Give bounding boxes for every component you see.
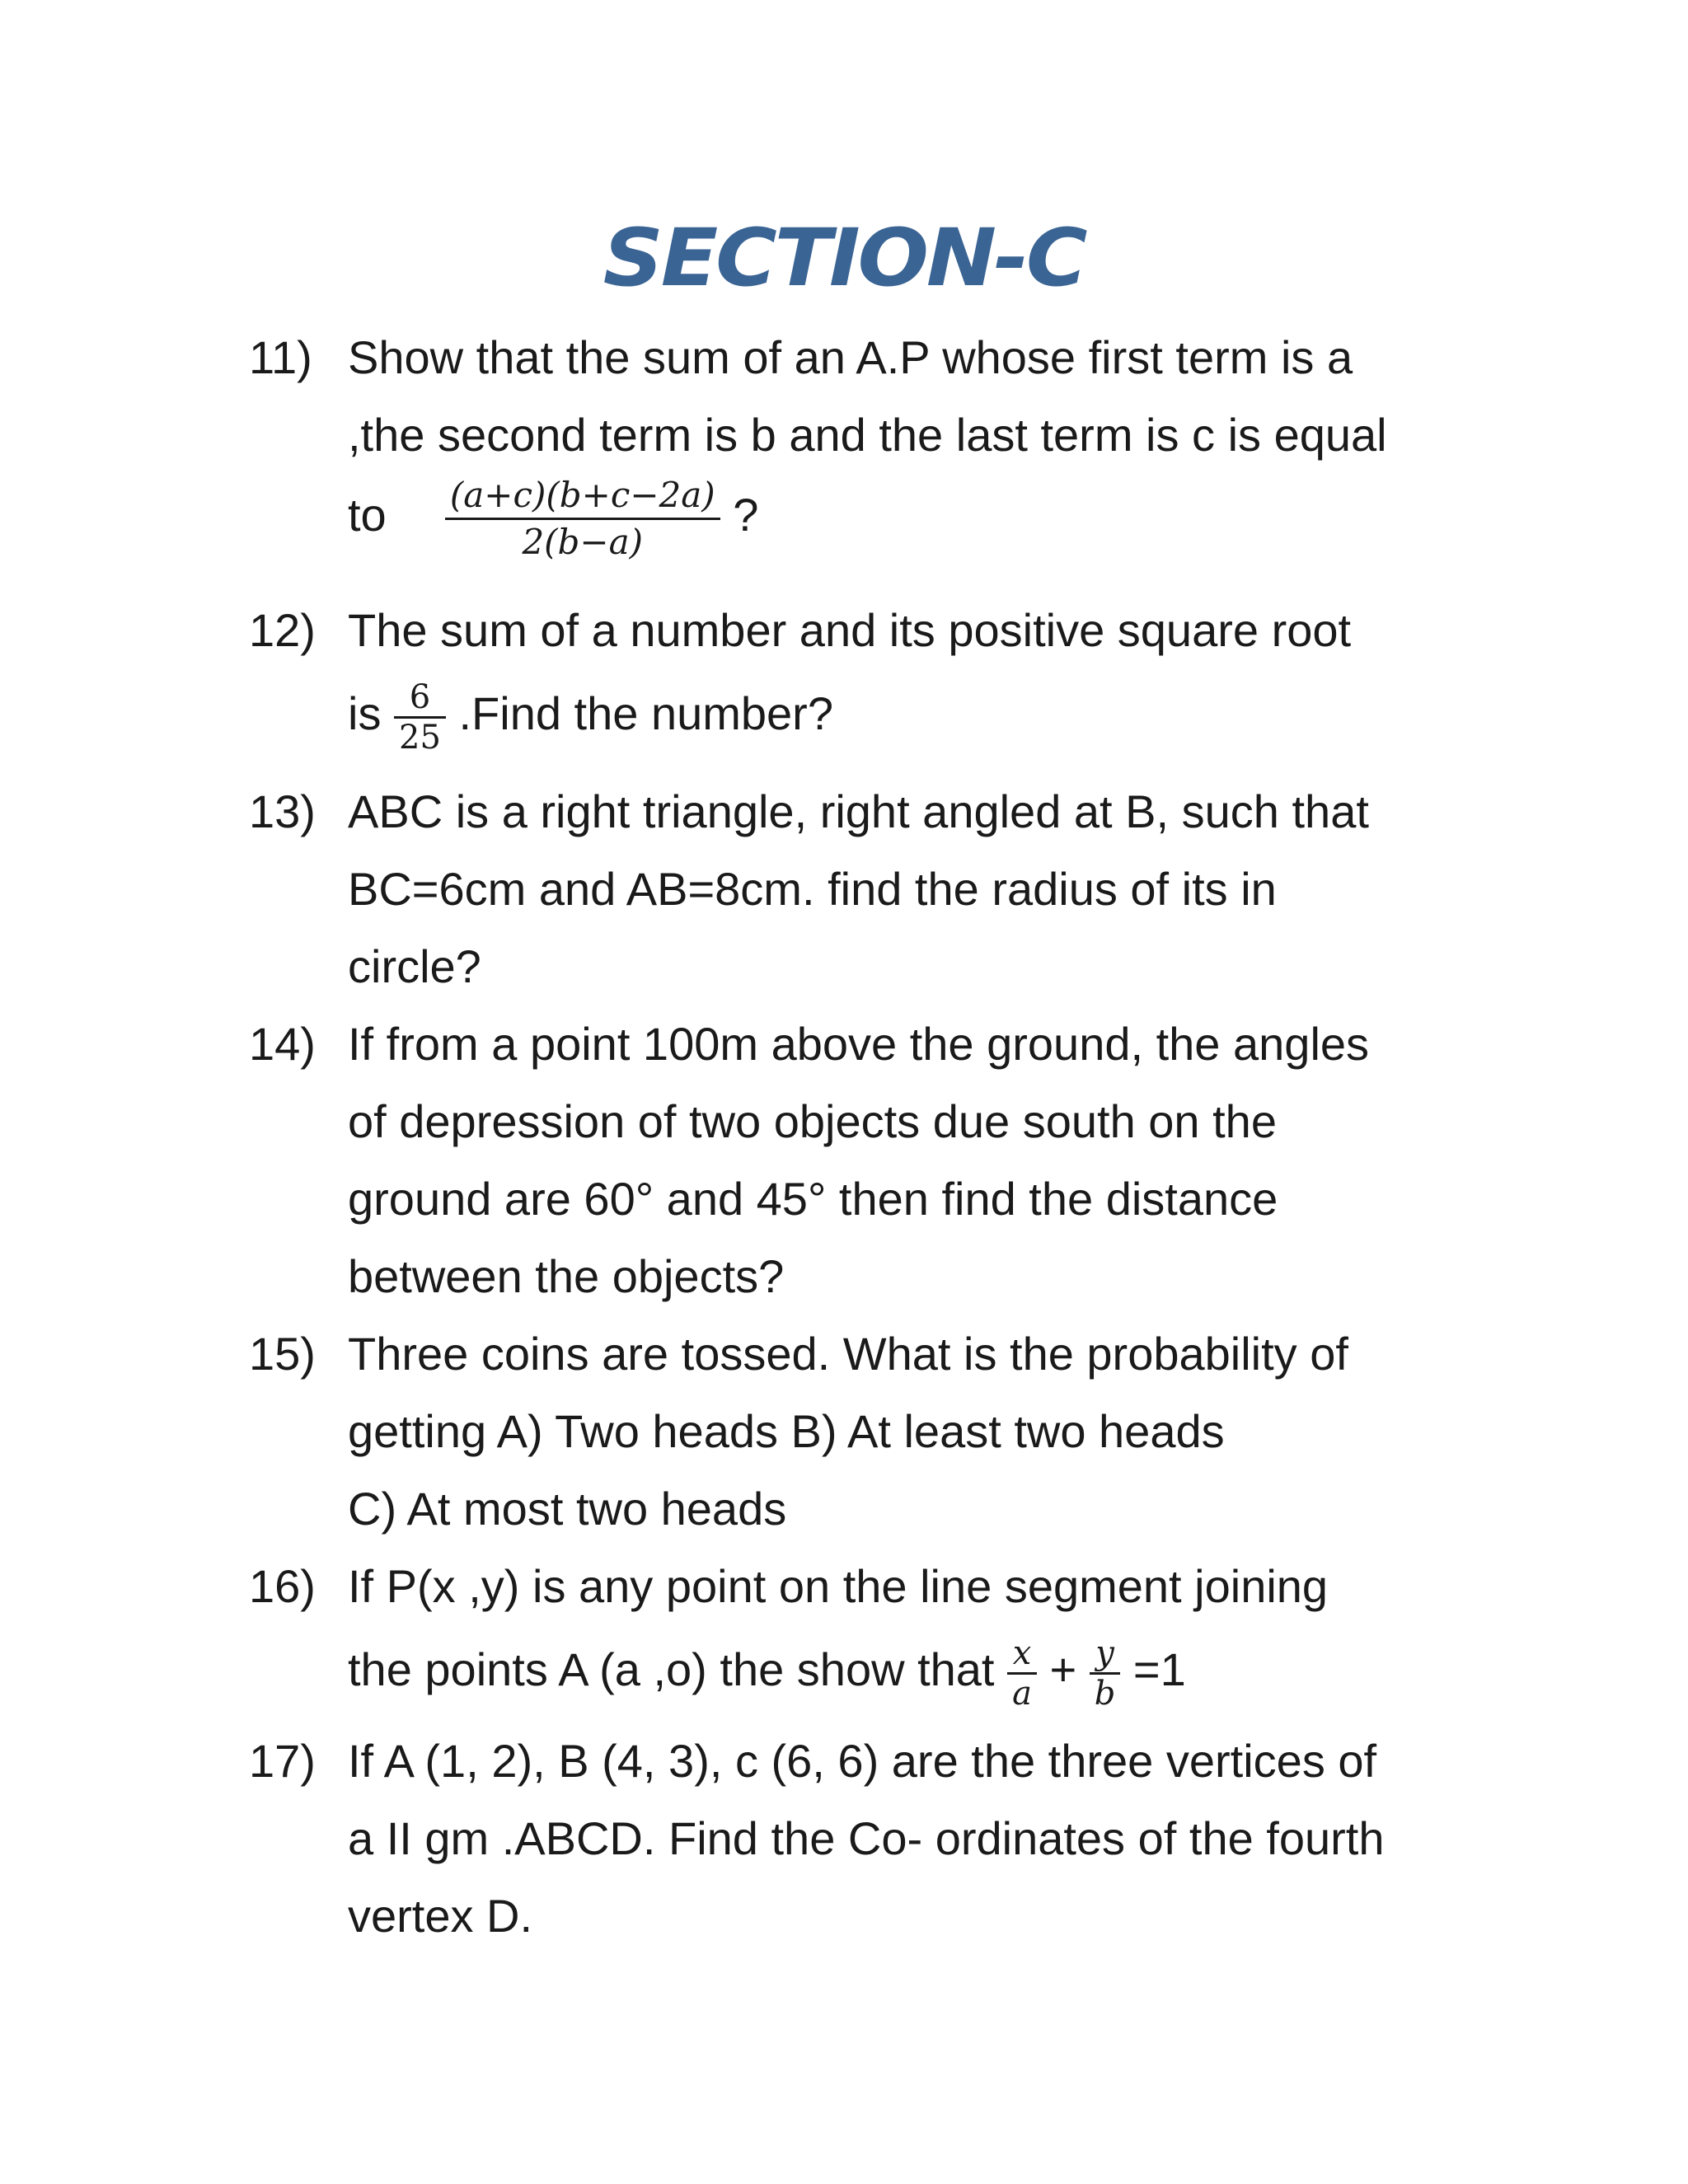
question-text-line: ground are 60° and 45° then find the distance [348,1173,1278,1225]
question-number: 16) [249,1560,316,1612]
fraction [394,678,446,757]
fraction-denominator: 25 [399,718,441,757]
fraction-numerator: 6 [409,677,431,716]
fraction-numerator: x [1012,1633,1032,1672]
question-text-fragment: to [348,489,387,541]
question-text-line: The sum of a number and its positive square root [348,604,1352,656]
fraction [1090,1634,1121,1713]
question-text-line: of depression of two objects due south on the [348,1095,1277,1147]
question-text-line: between the objects? [348,1250,785,1302]
question-text-line: C) At most two heads [348,1483,787,1535]
question-text-line: Three coins are tossed. What is the probability of [348,1328,1348,1380]
question-text-fragment: ? [733,489,759,541]
question-number: 11) [249,331,312,383]
question-text-line: a II gm .ABCD. Find the Co- ordinates of the fourth [348,1812,1385,1864]
question-number: 17) [249,1735,316,1787]
plus-sign: + [1049,1643,1077,1695]
question-text-line-with-fraction [348,664,833,763]
fraction-denominator: 2(b−a) [522,521,644,562]
question-text-line: If from a point 100m above the ground, the angles [348,1018,1370,1070]
question-number: 14) [249,1018,316,1070]
question-text-line: circle? [348,940,481,992]
question-number: 12) [249,604,316,656]
question-text-line-with-fraction [348,1620,1186,1719]
question-text-line: getting A) Two heads B) At least two heads [348,1405,1225,1457]
section-title: SECTION-C [603,212,1085,304]
question-text-line: If P(x ,y) is any point on the line segment joining [348,1560,1329,1612]
fraction [445,473,720,565]
question-number: 13) [249,785,316,837]
fraction-numerator: (a+c)(b+c−2a) [449,474,715,515]
fraction-denominator: a [1012,1674,1032,1713]
fraction-numerator: y [1095,1633,1114,1672]
question-text-line: ,the second term is b and the last term is c is equal [348,409,1387,461]
question-text-line: vertex D. [348,1890,533,1942]
question-text-fragment: the points A (a ,o) the show that [348,1643,995,1695]
question-text-line: If A (1, 2), B (4, 3), c (6, 6) are the three vertices of [348,1735,1377,1787]
question-text-fragment: .Find the number? [458,687,833,739]
question-text-fragment: is [348,687,382,739]
fraction [1007,1634,1037,1713]
question-text-line: ABC is a right triangle, right angled at B, such that [348,785,1369,837]
question-text-line: BC=6cm and AB=8cm. find the radius of its in [348,863,1277,915]
question-number: 15) [249,1328,316,1380]
question-text-fragment: =1 [1132,1643,1186,1695]
question-text-line: Show that the sum of an A.P whose first term is a [348,331,1353,383]
question-text-line-with-fraction [348,457,758,573]
fraction-denominator: b [1094,1674,1116,1713]
